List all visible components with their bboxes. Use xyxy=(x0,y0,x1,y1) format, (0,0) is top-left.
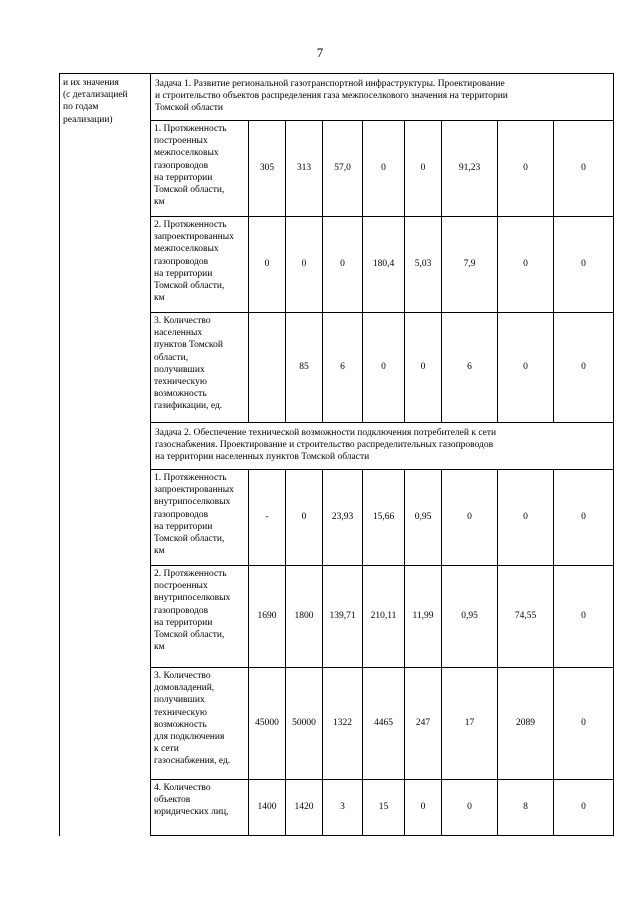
indicator-label: 3. Количество домовладений, получивших техническую возможность для подключения к сети газоснабжения, ед. xyxy=(151,668,249,780)
value-cell: 0 xyxy=(498,470,554,566)
value-cell: 0 xyxy=(498,121,554,217)
value-cell: 210,11 xyxy=(363,566,405,668)
indicator-label: 2. Протяженность построенных внутрипоселковых газопроводов на территории Томской области, км xyxy=(151,566,249,668)
value-cell: 0,95 xyxy=(442,566,498,668)
value-cell: 0 xyxy=(363,121,405,217)
indicator-label: 1. Протяженность построенных межпоселковых газопроводов на территории Томской области, км xyxy=(151,121,249,217)
value-cell: 0 xyxy=(286,217,323,313)
side-label: и их значения (с детализацией по годам реализации) xyxy=(60,74,151,836)
value-cell: 0 xyxy=(442,470,498,566)
value-cell: 0 xyxy=(554,668,614,780)
value-cell: 4465 xyxy=(363,668,405,780)
value-cell: 0 xyxy=(363,313,405,423)
value-cell: 0 xyxy=(554,566,614,668)
value-cell: 6 xyxy=(442,313,498,423)
indicator-label: 4. Количество объектов юридических лиц, xyxy=(151,780,249,836)
value-cell: 2089 xyxy=(498,668,554,780)
value-cell: 0 xyxy=(554,780,614,836)
value-cell: 7,9 xyxy=(442,217,498,313)
value-cell: 0,95 xyxy=(405,470,442,566)
value-cell: 1690 xyxy=(249,566,286,668)
value-cell: 0 xyxy=(405,313,442,423)
indicators-table xyxy=(59,73,614,836)
value-cell: 0 xyxy=(249,217,286,313)
value-cell: 8 xyxy=(498,780,554,836)
value-cell: 0 xyxy=(405,780,442,836)
value-cell: 0 xyxy=(554,470,614,566)
value-cell: - xyxy=(249,470,286,566)
value-cell: 1322 xyxy=(323,668,363,780)
value-cell: 17 xyxy=(442,668,498,780)
value-cell: 6 xyxy=(323,313,363,423)
value-cell: 247 xyxy=(405,668,442,780)
value-cell: 11,99 xyxy=(405,566,442,668)
indicator-label: 3. Количество населенных пунктов Томской области, получивших техническую возможность газификации, ед. xyxy=(151,313,249,423)
value-cell: 0 xyxy=(323,217,363,313)
value-cell: 74,55 xyxy=(498,566,554,668)
value-cell: 57,0 xyxy=(323,121,363,217)
value-cell: 0 xyxy=(498,313,554,423)
page-number: 7 xyxy=(316,45,324,60)
value-cell: 85 xyxy=(286,313,323,423)
task2-title: Задача 2. Обеспечение технической возможности подключения потребителей к сети газоснабжения. Проектирование и строительство распределительных газопроводов на территории населенных пунктов Томской области xyxy=(151,423,614,470)
value-cell: 45000 xyxy=(249,668,286,780)
value-cell: 1420 xyxy=(286,780,323,836)
value-cell: 15 xyxy=(363,780,405,836)
indicator-label: 2. Протяженность запроектированных межпоселковых газопроводов на территории Томской области, км xyxy=(151,217,249,313)
value-cell: 0 xyxy=(554,313,614,423)
value-cell xyxy=(249,313,286,423)
value-cell: 0 xyxy=(554,121,614,217)
value-cell: 0 xyxy=(554,217,614,313)
value-cell: 0 xyxy=(286,470,323,566)
task1-title-row xyxy=(60,74,614,121)
value-cell: 180,4 xyxy=(363,217,405,313)
value-cell: 0 xyxy=(405,121,442,217)
value-cell: 50000 xyxy=(286,668,323,780)
value-cell: 305 xyxy=(249,121,286,217)
value-cell: 3 xyxy=(323,780,363,836)
value-cell: 15,66 xyxy=(363,470,405,566)
value-cell: 1800 xyxy=(286,566,323,668)
value-cell: 0 xyxy=(498,217,554,313)
value-cell: 91,23 xyxy=(442,121,498,217)
value-cell: 23,93 xyxy=(323,470,363,566)
value-cell: 5,03 xyxy=(405,217,442,313)
value-cell: 313 xyxy=(286,121,323,217)
value-cell: 139,71 xyxy=(323,566,363,668)
indicator-label: 1. Протяженность запроектированных внутрипоселковых газопроводов на территории Томской области, км xyxy=(151,470,249,566)
value-cell: 1400 xyxy=(249,780,286,836)
task1-title: Задача 1. Развитие региональной газотранспортной инфраструктуры. Проектирование и строительство объектов распределения газа межпоселкового значения на территории Томской области xyxy=(151,74,614,121)
value-cell: 0 xyxy=(442,780,498,836)
